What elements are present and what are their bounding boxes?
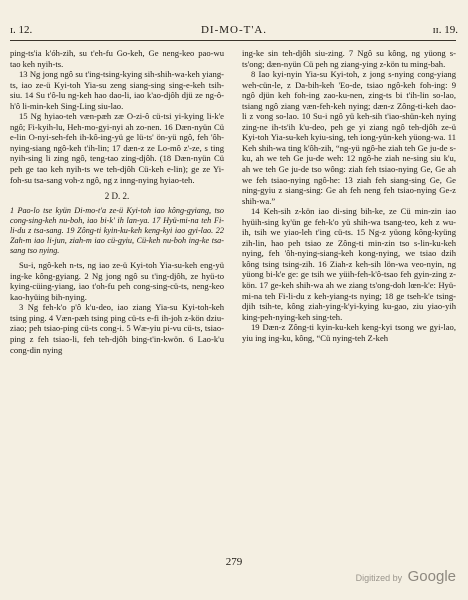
watermark-brand: Google <box>407 568 456 585</box>
chapter-heading: 2 D. 2. <box>104 191 130 202</box>
paragraph: 13 Ng jong ngô su t'ing-tsing-kying sih-shih-wa-keh yiang-ts, iao ze-ü Kyi-toh Yia-su zeng siang-sing sing-e-keh tsih-siu. 14 Su t'ô-lu ng-keh hao dao-li, iao k'ao-djôh djü ze ng-ô-h'ô li-min-keh Sing-Ling siu-lao. <box>10 69 224 111</box>
paragraph: 8 Iao kyi-nyin Yia-su Kyi-toh, z jong s-nying cong-yiang weh-cün-le, z Da-bih-keh 'Eo-de, tsiao ngô-keh foh-ing: 9 ngô djün keh foh-ing zao-ku-nen, zing-ts bi t'ih-lin so-lao, tsiang ngô ziang væn-feh-keh nying; dæn-z Zông-ti-keh dao-li z vong so-lao. 10 Su-i ngô yü keh-sih t'iao-shün-keh nying zing-ne ih-ts'ih k'u-deo, peh ge yi ziang ngô teh-djôh ze-ü Kyi-toh Yia-su-keh kyiu-sing, teh iong-yün-keh yüong-wa. 11 Keh shih-wa ting k'ôh-zih, “ng-yü ngô-he ziah teh Ge ju-de s-ku, ah we teh Ge ju-de weh: 12 ngô-he ziah ne-sing siu k'u, ah we teh Ge ju-de tso wông: ziah feh tsiao-nying Ge, Ge ah we feh tsiao-nying ngô-he: 13 ziah feh siang-sing Ge, Ge ning-gyiu z siang-sing: Ge ah feh neng feh tsiao-nying Ge-z shih-wa.” <box>242 69 456 206</box>
paragraph: ing-ke sin teh-djôh siu-zing. 7 Ngô su kông, ng yüong s-ts'ong; dæn-nyün Cü peh ng ziang-ying z-kön tu ming-bah. <box>242 48 456 69</box>
header-title: DI-MO-T'A. <box>200 24 268 36</box>
paragraph: 19 Dæn-z Zông-ti kyin-ku-keh keng-kyi tsong we gyi-lao, yiu ing ing-ku, kông, “Cü nying-teh Z-keh <box>242 322 456 343</box>
paragraph: 3 Ng feh-k'o p'ô k'u-deo, iao ziang Yia-su Kyi-toh-keh tsing ping. 4 Væn-pæh tsing ping cü-ts e-fi ih-joh z-kön dziu-ziao; peh tsiao-ping cü-ts cong-i. 5 Wæ-yiu pi-vu cü-ts, tsiao-ping z feh tsiao-li, feh teh-djôh bing-t'in-kwön. 6 Lao-k'u cong-din nying <box>10 302 224 355</box>
right-column <box>242 48 456 343</box>
digitized-watermark <box>356 568 456 585</box>
page-number: 279 <box>225 556 243 568</box>
header-left-ref: ɪ. 12. <box>10 24 33 36</box>
paragraph: 14 Keh-sih z-kön iao di-sing bih-ke, ze Cü min-zin iao hyüih-sing ky'ün ge feh-k'o yü shih-wa tsang-teo, keh z wu-ih, tsih we yiao-leh t'ing cü-ts. 15 Ng-z yüong kông-kyüng zih-lin, hao peh tsiao ze Zông-ti min-zin tso s-lin-ku-keh nying, feh 'ôh-nying-siang-keh kong-nying, we tsiao dzih kông tsing tsing-zih. 16 Ziah-z keh-sih lön-wa veo-nyin, ng yüong bi-k'e ge: ge tsih we yüih-feh-k'ô-tsao feh gyin-zing z-kön. 17 ge-keh shih-wa ah we ziang ts'ong-doh lœn-k'e: Hyü-mi-na teh Fi-li-du z keh-yiang-ts nying; 18 ge tseh-k'e tsing-djih tsih-te, kông ziah-ying-k'yi-kying ku-gao, ziu yiao-yih king-peh-nying-keh sing-teh. <box>242 206 456 322</box>
paragraph: 15 Ng hyiao-teh væn-pæh zæ O-zi-ô cü-tsi yi-kying li-k'e ngô; Fi-kyih-lu, Heh-mo-gyi-nyi ah zo-nen. 16 Dæn-nyün Cü e-lin O-nyi-seh-feh ih-kô-ing-yü ge lü-ts' ön-yü ngô, feh 'ôh-nying-siang ngô-keh t'ih-lin; 17 dæn-z ze Lo-mô z'-ze, s ting nyih-sing li zing ngô, teng-tao zing-djôh. (18 Dæn-nyün Cü peh ge tao keh nyih-ts we teh-djôh Cü-keh e-lin); ge ze Yi-foh-su tsa-sang voh-z ngô, ng z inng-nying hyiao-teh. <box>10 111 224 185</box>
running-header <box>10 24 458 38</box>
header-right-ref: ɪɪ. 19. <box>432 24 458 36</box>
watermark-prefix: Digitized by <box>355 573 403 583</box>
left-column <box>10 48 224 355</box>
paragraph: Su-i, ngô-keh n-ts, ng iao ze-ü Kyi-toh Yia-su-keh eng-yü ing-ke kông-gyiang. 2 Ng jong ngô su t'ing-djôh, ze hyü-to kying-cüing-yiang, iao t'oh-fu peh cong-sing-cü-ts, neng-keo kao-hyüing bih-nying. <box>10 260 224 302</box>
paragraph: ping-ts'ia k'óh-zih, su t'eh-fu Go-keh, Ge neng-keo pao-wu tao keh nyih-ts. <box>10 48 224 69</box>
chapter-summary: 1 Pao-lo tse kyün Di-mo-t'a ze-ü Kyi-toh iao kông-gyiang, tso cong-sing-keh nu-boh, iao bi-k' ih lan-ya. 17 Hyü-mi-na teh Fi-li-du z tsa-sang. 19 Zông-ti kyin-ku-keh keng-kyi iao gyi-lao. 22 Zah-m iao li-jun, ziah-m iao cü-gyiu, Cü-keh nu-boh ing-ke tsa-sang tso nying. <box>10 205 224 256</box>
header-rule <box>10 40 456 41</box>
